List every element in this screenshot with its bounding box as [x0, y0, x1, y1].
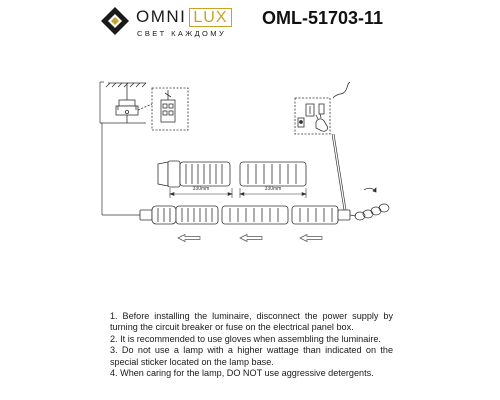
coiled-cable	[350, 204, 389, 220]
assembly-diagram	[0, 60, 500, 310]
glove-hand-icon	[316, 114, 328, 131]
instruction-item: 3. Do not use a lamp with a higher wattage than indicated on the special sticker located on the lamp base.	[110, 345, 393, 367]
instruction-item: 1. Before installing the luminaire, disconnect the power supply by turning the circuit breaker or fuse on the electrical panel box.	[110, 311, 393, 333]
direction-arrow-icon	[178, 235, 322, 242]
instruction-item: 2. It is recommended to use gloves when assembling the luminaire.	[110, 333, 381, 344]
part-tube-left	[158, 161, 230, 187]
assembly-drawing	[0, 60, 500, 310]
rotate-arrow-icon	[364, 188, 376, 192]
model-number: OML-51703-11	[262, 8, 384, 28]
brand-tagline: СВЕТ КАЖДОМУ	[137, 29, 227, 38]
instruction-item: 4. When caring for the lamp, DO NOT use aggressive detergents.	[110, 368, 374, 379]
main-lamp-assembly	[140, 206, 350, 224]
page-header	[0, 0, 500, 50]
dimension-label-right: 330mm	[264, 186, 282, 192]
brand-logo	[100, 4, 240, 44]
safety-instructions	[110, 311, 393, 379]
suspension-cable-right	[332, 134, 346, 210]
dimension-label-left: 330mm	[192, 186, 210, 192]
brand-secondary: LUX	[189, 8, 231, 27]
dimension-lines	[170, 188, 306, 198]
brand-primary: OMNI	[136, 7, 187, 26]
suspension-wire-right	[333, 82, 350, 98]
diamond-logo-icon	[100, 6, 130, 36]
brand-name	[136, 7, 232, 27]
part-tube-right	[240, 162, 306, 186]
